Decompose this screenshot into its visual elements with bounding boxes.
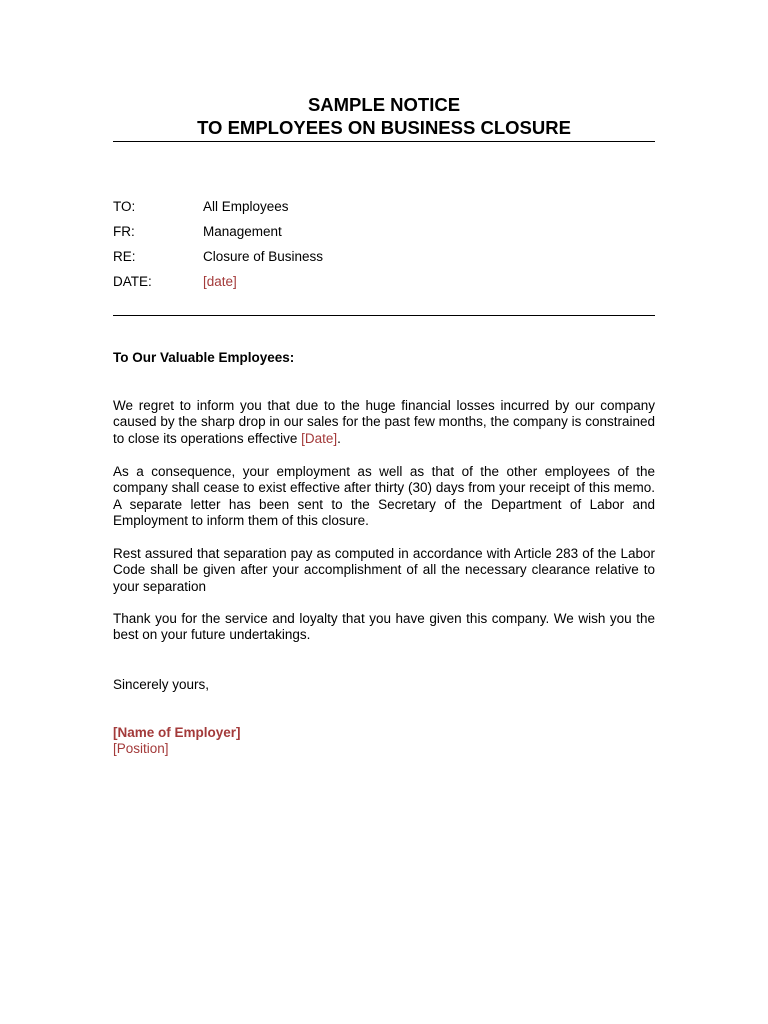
title-line-2: TO EMPLOYEES ON BUSINESS CLOSURE — [197, 117, 571, 138]
document-title — [113, 93, 655, 139]
position-placeholder: [Position] — [113, 741, 169, 756]
memo-from-label: FR: — [113, 224, 135, 239]
title-divider — [113, 141, 655, 142]
memo-to-label: TO: — [113, 199, 136, 214]
memo-row-from — [113, 222, 655, 242]
memo-re-label: RE: — [113, 249, 136, 264]
memo-row-re — [113, 247, 655, 267]
paragraph-2: As a consequence, your employment as well as that of the other employees of the company shall cease to exist effective after thirty (30) days from your receipt of this memo. A separate letter has been sent to the Secretary of the Department of Labor and Employment to inform them of this closure. — [113, 464, 655, 528]
paragraph-3: Rest assured that separation pay as computed in accordance with Article 283 of the Labor Code shall be given after your accomplishment of all the necessary clearance relative to your separation — [113, 546, 655, 594]
memo-re-value: Closure of Business — [203, 249, 324, 264]
employer-name-placeholder: [Name of Employer] — [113, 725, 241, 740]
memo-from-value: Management — [203, 224, 282, 239]
memo-to-value: All Employees — [203, 199, 289, 214]
paragraph-1-end: . — [337, 430, 341, 446]
memo-row-date — [113, 272, 655, 292]
memo-date-value: [date] — [203, 274, 237, 289]
memo-date-label: DATE: — [113, 274, 152, 289]
paragraph-1 — [113, 398, 655, 447]
closing: Sincerely yours, — [113, 677, 210, 692]
memo-divider — [113, 315, 655, 316]
memo-row-to — [113, 197, 655, 217]
title-line-1: SAMPLE NOTICE — [307, 94, 461, 115]
date-placeholder: [Date] — [301, 430, 338, 446]
salutation: To Our Valuable Employees: — [113, 350, 295, 365]
paragraph-1-text: We regret to inform you that due to the huge financial losses incurred by our company caused by the sharp drop in our sales for the past few months, the company is constrained to close its operations effective — [113, 398, 655, 446]
paragraph-4: Thank you for the service and loyalty that you have given this company. We wish you the best on your future undertakings. — [113, 611, 655, 643]
